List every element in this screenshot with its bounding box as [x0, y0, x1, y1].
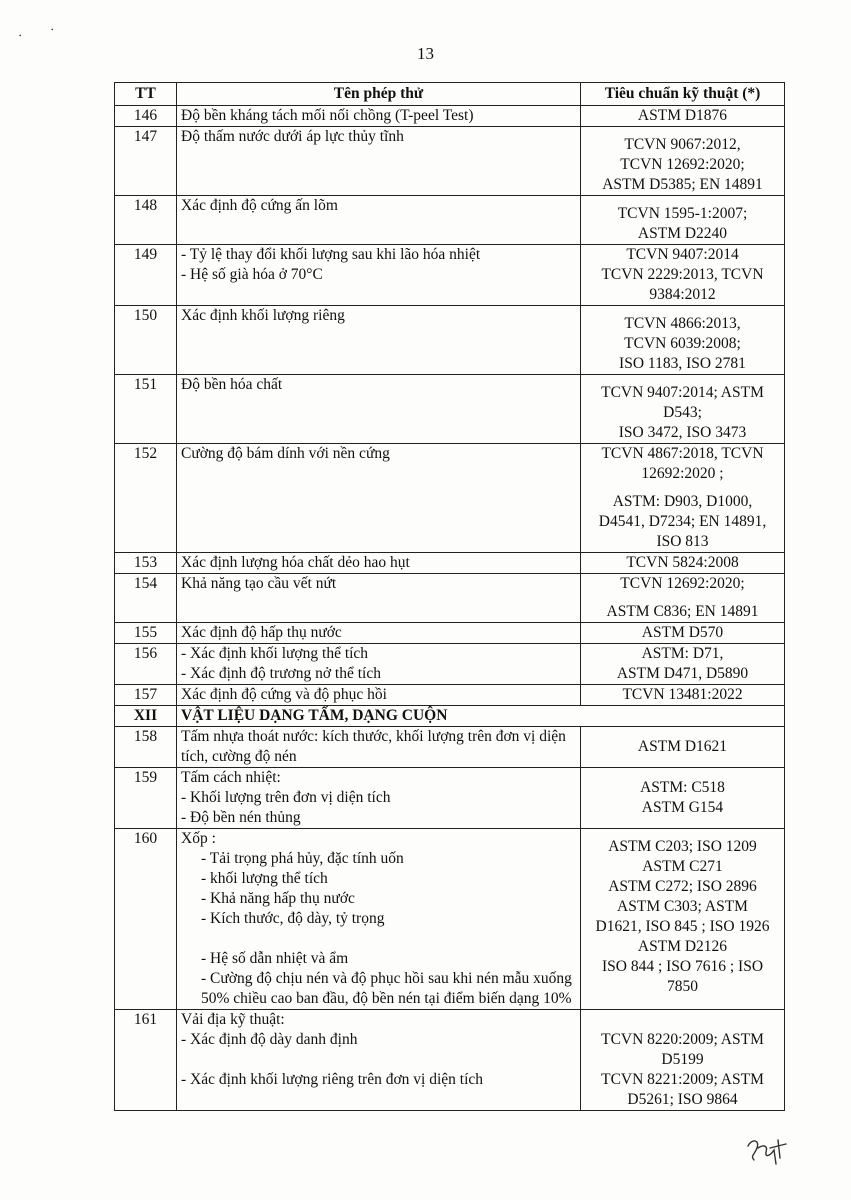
row-number: 148 — [115, 196, 177, 245]
row-number: 147 — [115, 127, 177, 196]
standard-cell: ASTM C203; ISO 1209 ASTM C271 ASTM C272; ISO 2896 ASTM C303; ASTM D1621, ISO 845 ; ISO 1926 ASTM D2126 ISO 844 ; ISO 7616 ; ISO 7850 — [581, 829, 785, 1010]
table-row — [115, 127, 785, 196]
standard-cell: TCVN 4867:2018, TCVN 12692:2020 ; ASTM: D903, D1000, D4541, D7234; EN 14891, ISO 813 — [581, 444, 785, 553]
test-name: Cường độ bám dính với nền cứng — [177, 444, 581, 553]
test-name: - Xác định khối lượng thể tích - Xác định độ trương nở thể tích — [177, 644, 581, 685]
row-number: 159 — [115, 768, 177, 829]
standard-cell: TCVN 1595-1:2007; ASTM D2240 — [581, 196, 785, 245]
row-number: 154 — [115, 574, 177, 623]
table-row — [115, 727, 785, 768]
header-standard: Tiêu chuẩn kỹ thuật (*) — [581, 83, 785, 106]
standard-cell: ASTM: D71, ASTM D471, D5890 — [581, 644, 785, 685]
test-name: Khả năng tạo cầu vết nứt — [177, 574, 581, 623]
test-standards-table — [114, 82, 785, 1111]
standard-cell: TCVN 8220:2009; ASTM D5199 TCVN 8221:2009; ASTM D5261; ISO 9864 — [581, 1010, 785, 1111]
scan-speck: ⋅ — [18, 28, 23, 43]
table-row — [115, 574, 785, 623]
test-name: Độ bền hóa chất — [177, 375, 581, 444]
section-number: XII — [115, 706, 177, 727]
row-number: 161 — [115, 1010, 177, 1111]
table-row — [115, 245, 785, 306]
standard-cell: ASTM D1621 — [581, 727, 785, 768]
table-row — [115, 685, 785, 706]
row-number: 155 — [115, 623, 177, 644]
standard-cell: ASTM: C518 ASTM G154 — [581, 768, 785, 829]
test-name: Xác định độ cứng và độ phục hồi — [177, 685, 581, 706]
test-name: Độ thấm nước dưới áp lực thủy tĩnh — [177, 127, 581, 196]
standard-cell: TCVN 9067:2012, TCVN 12692:2020; ASTM D5385; EN 14891 — [581, 127, 785, 196]
standard-cell: TCVN 9407:2014; ASTM D543; ISO 3472, ISO 3473 — [581, 375, 785, 444]
test-name: - Tỷ lệ thay đổi khối lượng sau khi lão hóa nhiệt - Hệ số già hóa ở 70°C — [177, 245, 581, 306]
standard-cell: TCVN 13481:2022 — [581, 685, 785, 706]
standard-cell: ASTM D570 — [581, 623, 785, 644]
test-name: Xác định độ hấp thụ nước — [177, 623, 581, 644]
test-name: Tấm cách nhiệt: - Khối lượng trên đơn vị diện tích - Độ bền nén thủng — [177, 768, 581, 829]
table-row — [115, 375, 785, 444]
table-row — [115, 306, 785, 375]
row-number: 150 — [115, 306, 177, 375]
row-number: 146 — [115, 106, 177, 127]
row-number: 152 — [115, 444, 177, 553]
table-row — [115, 644, 785, 685]
row-number: 160 — [115, 829, 177, 1010]
test-name: Xác định lượng hóa chất dẻo hao hụt — [177, 553, 581, 574]
test-name: Xác định khối lượng riêng — [177, 306, 581, 375]
handwritten-signature — [744, 1134, 790, 1168]
table-row — [115, 829, 785, 1010]
test-name: Xốp : - Tải trọng phá hủy, đặc tính uốn - khối lượng thể tích - Khả năng hấp thụ nước - Kích thước, độ dày, tỷ trọng - Hệ số dẫn nhiệt và ẩm - Cường độ chịu nén và độ phục hồi sau khi nén mẫu xuống 50% chiều cao ban đầu, độ bền nén tại điểm biến dạng 10% — [177, 829, 581, 1010]
table-row — [115, 444, 785, 553]
standard-cell: ASTM D1876 — [581, 106, 785, 127]
row-number: 158 — [115, 727, 177, 768]
standard-cell: TCVN 9407:2014 TCVN 2229:2013, TCVN 9384:2012 — [581, 245, 785, 306]
row-number: 153 — [115, 553, 177, 574]
table-row — [115, 106, 785, 127]
row-number: 151 — [115, 375, 177, 444]
standard-cell: TCVN 4866:2013, TCVN 6039:2008; ISO 1183, ISO 2781 — [581, 306, 785, 375]
test-name: Xác định độ cứng ấn lõm — [177, 196, 581, 245]
test-name: Độ bền kháng tách mối nối chồng (T-peel Test) — [177, 106, 581, 127]
table-row — [115, 1010, 785, 1111]
section-title: VẬT LIỆU DẠNG TẤM, DẠNG CUỘN — [177, 706, 785, 727]
table-row — [115, 196, 785, 245]
table-row — [115, 553, 785, 574]
scan-speck: ⋅ — [50, 22, 55, 37]
table-header-row — [115, 83, 785, 106]
page-number: 13 — [417, 44, 434, 63]
header-test-name: Tên phép thử — [177, 83, 581, 106]
standard-cell: TCVN 5824:2008 — [581, 553, 785, 574]
row-number: 149 — [115, 245, 177, 306]
table-row — [115, 768, 785, 829]
section-row — [115, 706, 785, 727]
table-row — [115, 623, 785, 644]
row-number: 157 — [115, 685, 177, 706]
row-number: 156 — [115, 644, 177, 685]
test-name: Vải địa kỹ thuật: - Xác định độ dày danh định - Xác định khối lượng riêng trên đơn vị diện tích — [177, 1010, 581, 1111]
header-tt: TT — [115, 83, 177, 106]
standard-cell: TCVN 12692:2020; ASTM C836; EN 14891 — [581, 574, 785, 623]
test-name: Tấm nhựa thoát nước: kích thước, khối lượng trên đơn vị diện tích, cường độ nén — [177, 727, 581, 768]
